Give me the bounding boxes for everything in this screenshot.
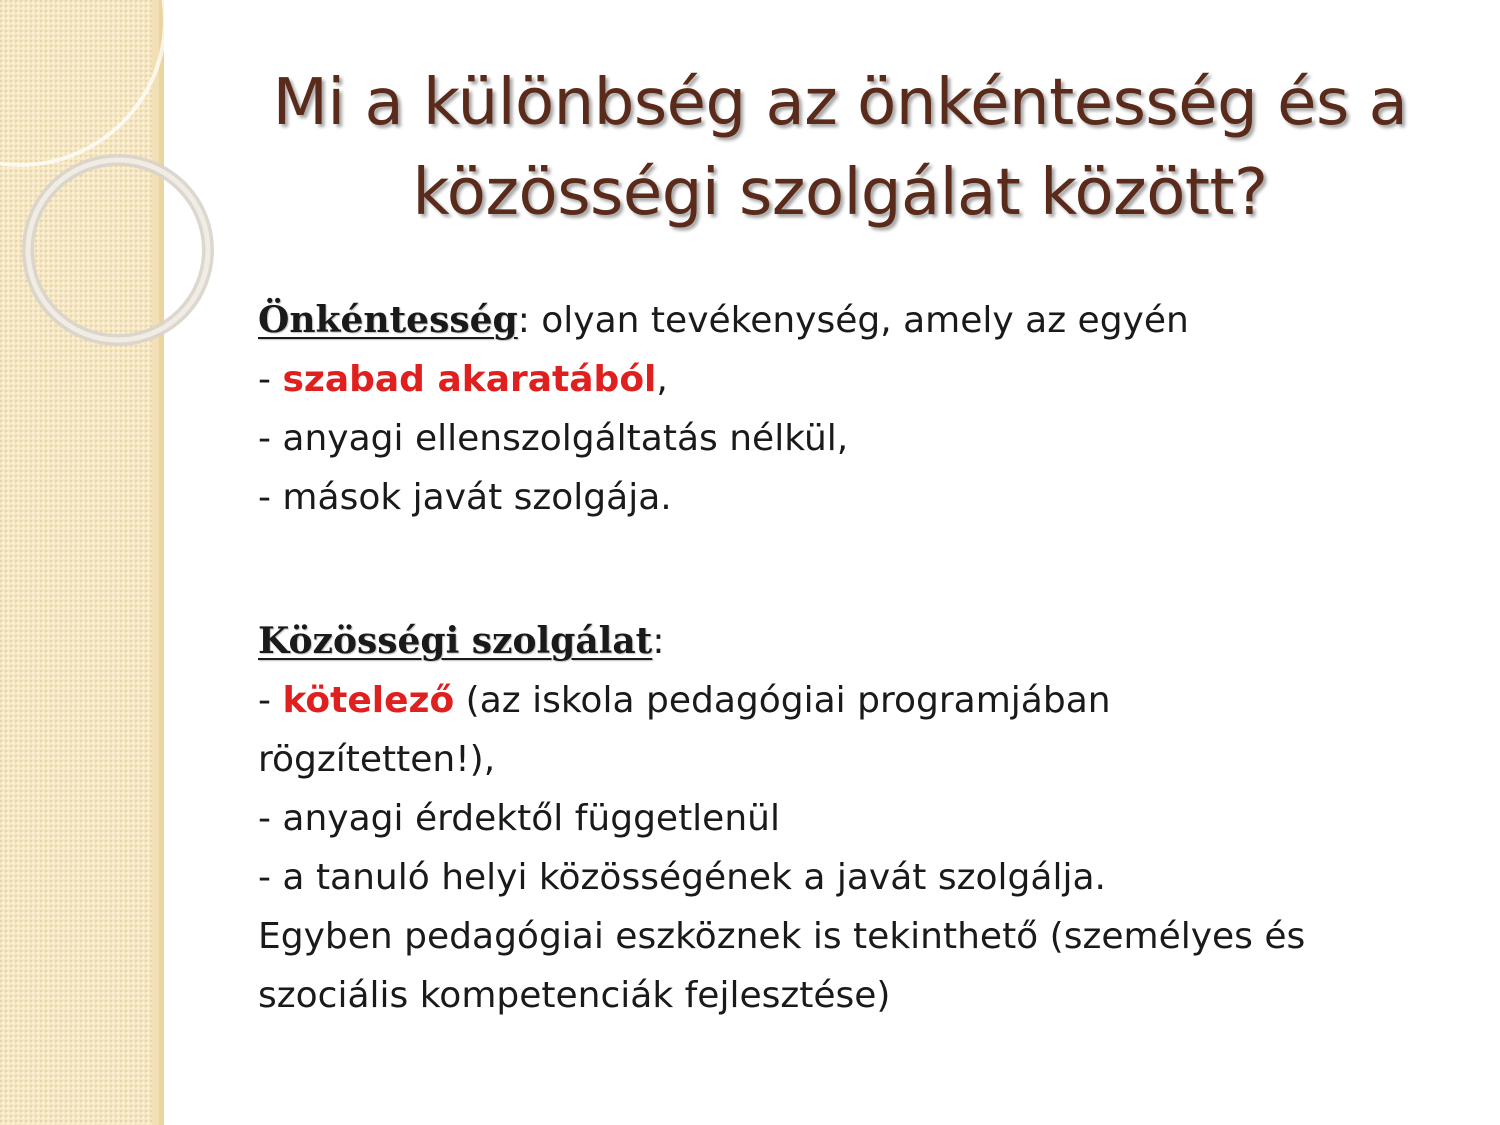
list-item-suffix: , — [656, 359, 668, 400]
mandatory-suffix: (az iskola pedagógiai programjában — [454, 680, 1111, 721]
community-service-block — [258, 612, 1458, 1025]
community-service-item-independent: - anyagi érdektől függetlenül — [258, 798, 780, 839]
volunteering-item-serves-others: - mások javát szolgája. — [258, 477, 672, 518]
community-service-item-local-community: - a tanuló helyi közösségének a javát szolgálja. — [258, 857, 1106, 898]
free-will-highlight: szabad akaratából — [282, 359, 657, 400]
community-service-term: Közösségi szolgálat — [258, 620, 653, 662]
volunteering-term: Önkéntesség — [258, 299, 518, 341]
decorative-circle-large — [0, 0, 165, 165]
community-service-note-line-2: szociális kompetenciák fejlesztése) — [258, 975, 891, 1016]
slide-title — [180, 58, 1500, 238]
volunteering-definition-intro: : olyan tevékenység, amely az egyén — [517, 300, 1189, 341]
community-service-term-suffix: : — [652, 621, 665, 662]
list-dash: - — [258, 359, 283, 400]
community-service-item-mandatory-continued: rögzítetten!), — [258, 739, 496, 780]
volunteering-item-no-compensation: - anyagi ellenszolgáltatás nélkül, — [258, 418, 849, 459]
volunteering-definition — [258, 291, 1458, 350]
community-service-note-line-1: Egyben pedagógiai eszköznek is tekinthető (személyes és — [258, 916, 1306, 957]
mandatory-highlight: kötelező — [282, 680, 455, 721]
list-dash: - — [258, 680, 283, 721]
volunteering-item-free-will — [258, 350, 1458, 409]
community-service-heading — [258, 612, 1458, 671]
community-service-item-mandatory — [258, 671, 1458, 730]
title-line-2: közösségi szolgálat között? — [412, 156, 1268, 230]
volunteering-block — [258, 291, 1458, 527]
title-line-1: Mi a különbség az önkéntesség és a — [272, 66, 1408, 140]
